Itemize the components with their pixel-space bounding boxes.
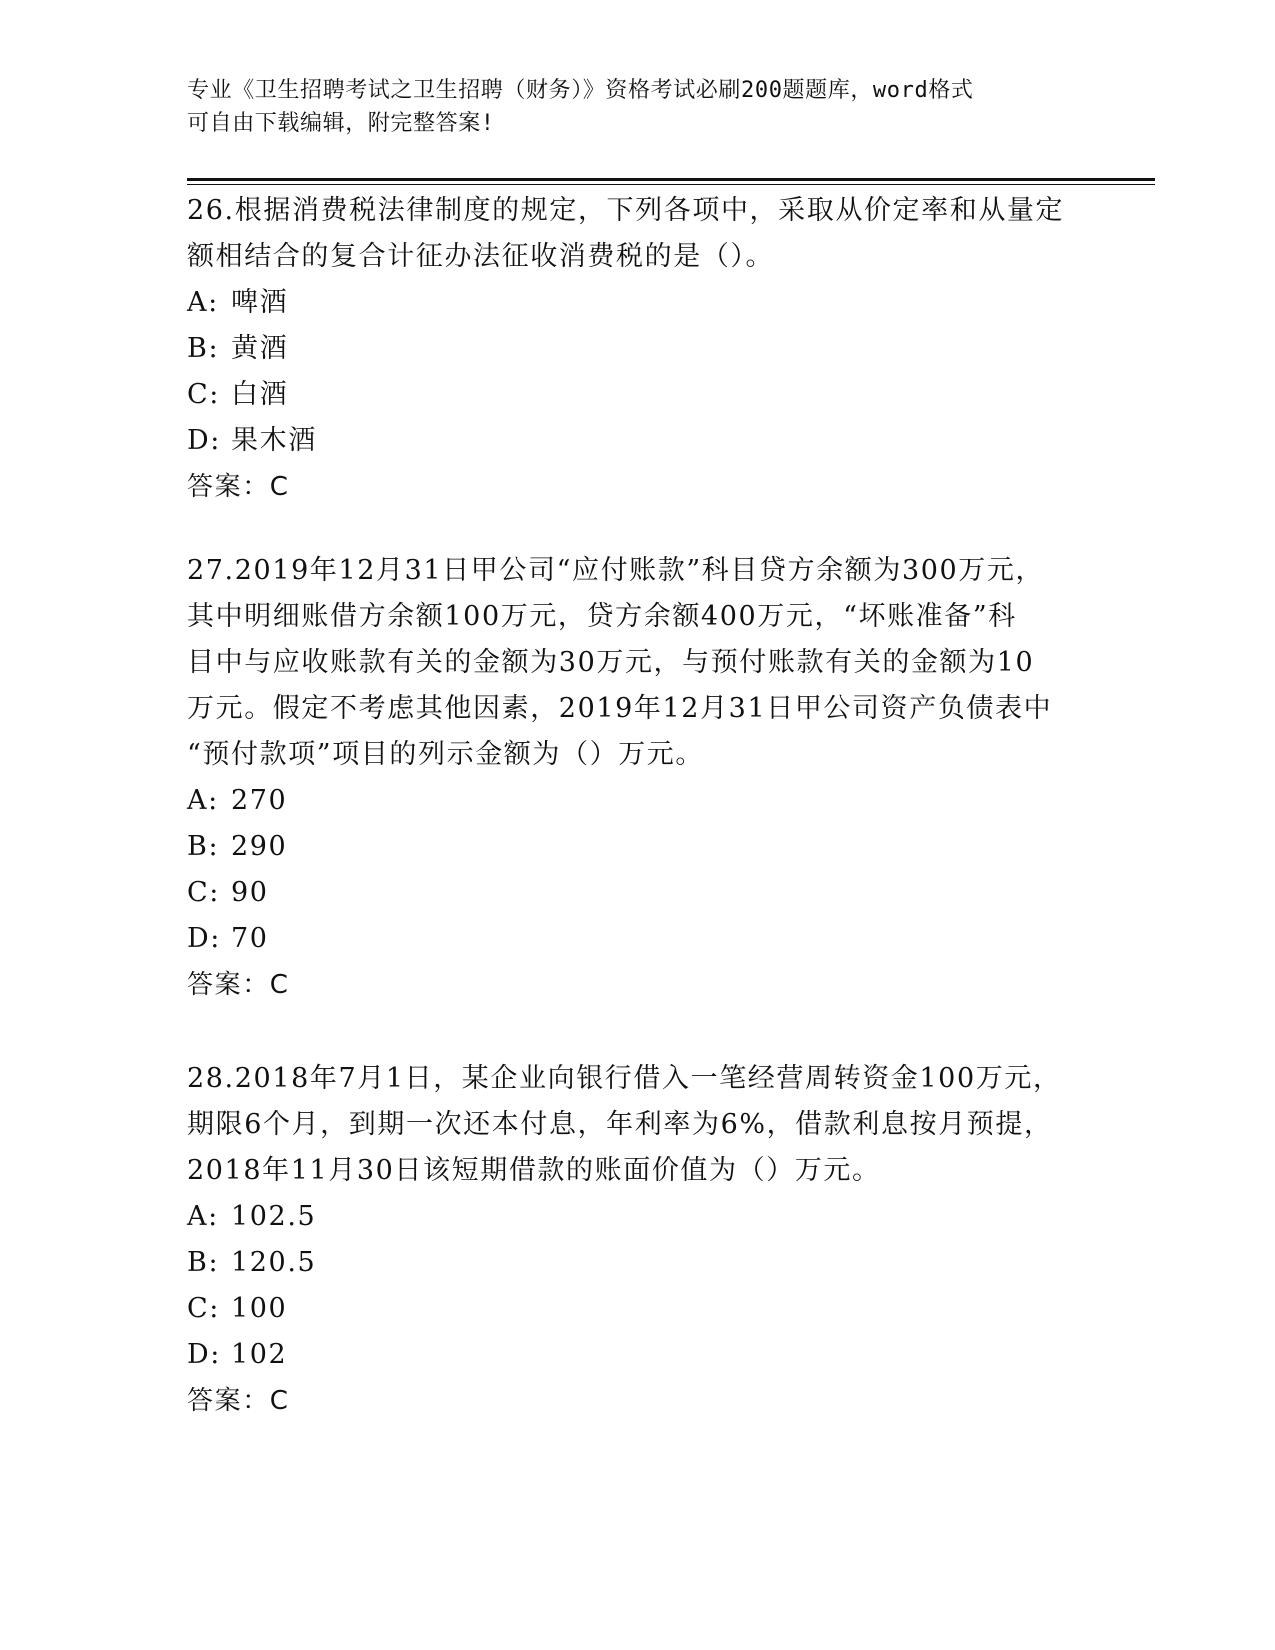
option-letter: C:: [187, 1293, 220, 1324]
option-text: 90: [231, 877, 269, 908]
option-a: [187, 280, 1087, 326]
option-c: [187, 870, 1087, 916]
header-divider-thick: [187, 178, 1155, 181]
option-letter: B:: [187, 831, 220, 862]
question-stem-line: 万元。假定不考虑其他因素，2019年12月31日甲公司资产负债表中: [187, 693, 1053, 724]
option-text: 270: [231, 785, 288, 816]
option-text: 290: [231, 831, 288, 862]
question-stem-line: 目中与应收账款有关的金额为30万元，与预付账款有关的金额为10: [187, 647, 1035, 678]
option-d: [187, 418, 1087, 464]
header-divider-thin: [187, 184, 1155, 185]
option-c: [187, 1286, 1087, 1332]
option-letter: D:: [187, 923, 221, 954]
option-b: [187, 326, 1087, 372]
option-text: 啤酒: [231, 287, 289, 318]
question-stem-line: 额相结合的复合计征办法征收消费税的是（）。: [187, 241, 775, 272]
option-letter: A:: [187, 287, 219, 318]
question-stem-line: 27.2019年12月31日甲公司“应付账款”科目贷方余额为300万元，: [187, 555, 1045, 586]
option-text: 白酒: [231, 379, 289, 410]
option-text: 70: [231, 923, 269, 954]
option-text: 100: [231, 1293, 288, 1324]
option-text: 黄酒: [231, 333, 289, 364]
option-letter: A:: [187, 1201, 219, 1232]
option-text: 果木酒: [231, 425, 317, 456]
header-line-2: 可自由下载编辑，附完整答案!: [187, 111, 495, 136]
option-letter: A:: [187, 785, 219, 816]
option-letter: D:: [187, 425, 221, 456]
question-stem-line: 28.2018年7月1日，某企业向银行借入一笔经营周转资金100万元，: [187, 1063, 1062, 1094]
option-d: [187, 1332, 1087, 1378]
answer-text: 答案：C: [187, 472, 290, 502]
option-b: [187, 824, 1087, 870]
question-26: [187, 188, 1087, 510]
question-stem-line: 其中明细账借方余额100万元，贷方余额400万元，“坏账准备”科: [187, 601, 1017, 632]
question-stem-line: 期限6个月，到期一次还本付息，年利率为6%，借款利息按月预提，: [187, 1109, 1053, 1140]
question-27: [187, 548, 1087, 1008]
header-line-1: 专业《卫生招聘考试之卫生招聘（财务）》资格考试必刷200题题库，word格式: [187, 78, 974, 103]
option-letter: C:: [187, 877, 220, 908]
option-text: 102: [231, 1339, 288, 1370]
question-stem-line: 26.根据消费税法律制度的规定，下列各项中，采取从价定率和从量定: [187, 195, 1065, 226]
option-c: [187, 372, 1087, 418]
option-letter: D:: [187, 1339, 221, 1370]
question-stem-line: 2018年11月30日该短期借款的账面价值为（）万元。: [187, 1155, 881, 1186]
option-b: [187, 1240, 1087, 1286]
option-a: [187, 778, 1087, 824]
question-28: [187, 1056, 1087, 1424]
option-letter: B:: [187, 1247, 220, 1278]
answer-text: 答案：C: [187, 970, 290, 1000]
option-a: [187, 1194, 1087, 1240]
option-text: 120.5: [231, 1247, 317, 1278]
option-d: [187, 916, 1087, 962]
question-stem-line: “预付款项”项目的列示金额为（）万元。: [187, 739, 705, 770]
option-letter: C:: [187, 379, 220, 410]
answer-text: 答案：C: [187, 1386, 290, 1416]
document-header: [187, 74, 1067, 140]
option-text: 102.5: [231, 1201, 317, 1232]
option-letter: B:: [187, 333, 220, 364]
